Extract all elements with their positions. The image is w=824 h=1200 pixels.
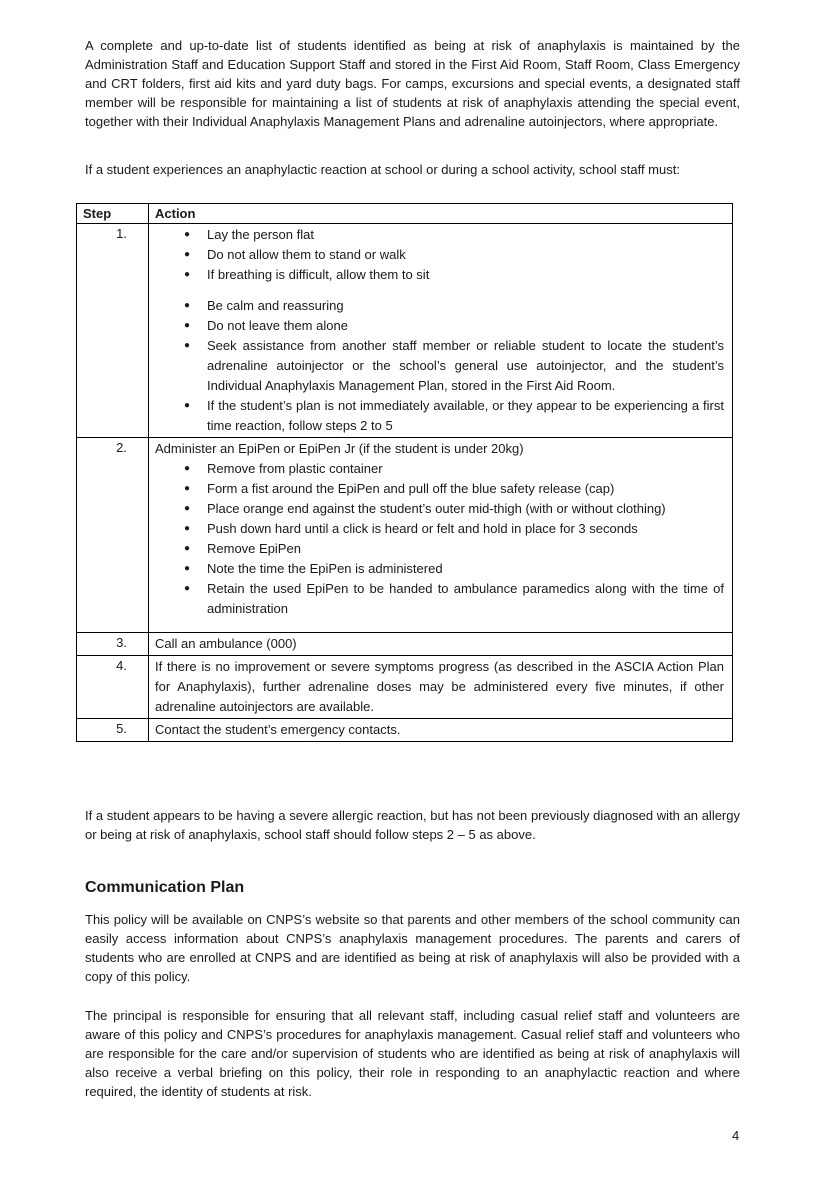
step-number: 5. <box>77 719 149 742</box>
emergency-response-table <box>76 203 733 742</box>
list-item: ● Do not allow them to stand or walk <box>155 245 724 265</box>
list-item: ● Form a fist around the EpiPen and pull off the blue safety release (cap) <box>155 479 724 499</box>
list-item: ● Retain the used EpiPen to be handed to ambulance paramedics along with the time of administration <box>155 579 724 619</box>
table-row <box>77 438 733 633</box>
list-item: ● Remove from plastic container <box>155 459 724 479</box>
table-header-row <box>77 204 733 224</box>
communication-plan-heading: Communication Plan <box>85 879 245 896</box>
table-row <box>77 224 733 438</box>
bullet-list <box>155 225 724 285</box>
action-column-header: Action <box>149 204 733 224</box>
step-number: 3. <box>77 633 149 656</box>
action-text: Contact the student’s emergency contacts. <box>155 722 401 737</box>
action-text: Call an ambulance (000) <box>155 636 297 651</box>
action-text: If there is no improvement or severe symptoms progress (as described in the ASCIA Action Plan for Anaphylaxis), further adrenaline doses may be administered every five minutes, if other adrenaline autoinjectors are available. <box>155 659 724 714</box>
list-item: ● Push down hard until a click is heard or felt and hold in place for 3 seconds <box>155 519 724 539</box>
communication-paragraph-2: The principal is responsible for ensuring that all relevant staff, including casual relief staff and volunteers are aware of this policy and CNPS’s procedures for anaphylaxis management. Casual relief staff and volunteers who are responsible for the care and/or supervision of students who are identified as being at risk of anaphylaxis will also receive a verbal briefing on this policy, their role in responding to an anaphylactic reaction and where required, the identity of students at risk. <box>85 1008 740 1099</box>
list-item: ● Remove EpiPen <box>155 539 724 559</box>
intro-paragraph: A complete and up-to-date list of students identified as being at risk of anaphylaxis is maintained by the Administration Staff and Education Support Staff and stored in the First Aid Room, Staff Room, Class Emergency and CRT folders, first aid kits and yard duty bags. For camps, excursions and special events, a designated staff member will be responsible for maintaining a list of students at risk of anaphylaxis attending the special event, together with their Individual Anaphylaxis Management Plans and adrenaline autoinjectors, where appropriate. <box>85 38 740 129</box>
action-cell <box>149 438 733 633</box>
action-cell <box>149 633 733 656</box>
after-table-paragraph: If a student appears to be having a severe allergic reaction, but has not been previously diagnosed with an allergy or being at risk of anaphylaxis, school staff should follow steps 2 – 5 as above. <box>85 808 740 842</box>
step-number: 1. <box>77 224 149 438</box>
list-item: ● If breathing is difficult, allow them to sit <box>155 265 724 285</box>
lead-in-paragraph: If a student experiences an anaphylactic reaction at school or during a school activity, school staff must: <box>85 162 680 177</box>
bullet-list <box>155 296 724 436</box>
table-row <box>77 633 733 656</box>
communication-paragraph-1: This policy will be available on CNPS’s website so that parents and other members of the school community can easily access information about CNPS’s anaphylaxis management procedures. The parents and carers of students who are enrolled at CNPS and are identified as being at risk of anaphylaxis will also be provided with a copy of this policy. <box>85 912 740 984</box>
list-item: ● Seek assistance from another staff member or reliable student to locate the student’s adrenaline autoinjector or the school’s general use autoinjector, and the student’s Individual Anaphylaxis Management Plan, stored in the First Aid Room. <box>155 336 724 396</box>
list-item: ● Note the time the EpiPen is administered <box>155 559 724 579</box>
step-column-header: Step <box>77 204 149 224</box>
list-item: ● Be calm and reassuring <box>155 296 724 316</box>
action-cell <box>149 224 733 438</box>
step-number: 2. <box>77 438 149 633</box>
bullet-list <box>155 459 724 619</box>
action-cell <box>149 719 733 742</box>
action-text: Administer an EpiPen or EpiPen Jr (if the student is under 20kg) <box>155 441 524 456</box>
page-number: 4 <box>732 1128 740 1143</box>
table-row <box>77 719 733 742</box>
list-item: ● Lay the person flat <box>155 225 724 245</box>
table-row <box>77 656 733 719</box>
list-item: ● Place orange end against the student’s outer mid-thigh (with or without clothing) <box>155 499 724 519</box>
list-item: ● If the student’s plan is not immediately available, or they appear to be experiencing a first time reaction, follow steps 2 to 5 <box>155 396 724 436</box>
action-cell <box>149 656 733 719</box>
list-item: ● Do not leave them alone <box>155 316 724 336</box>
step-number: 4. <box>77 656 149 719</box>
